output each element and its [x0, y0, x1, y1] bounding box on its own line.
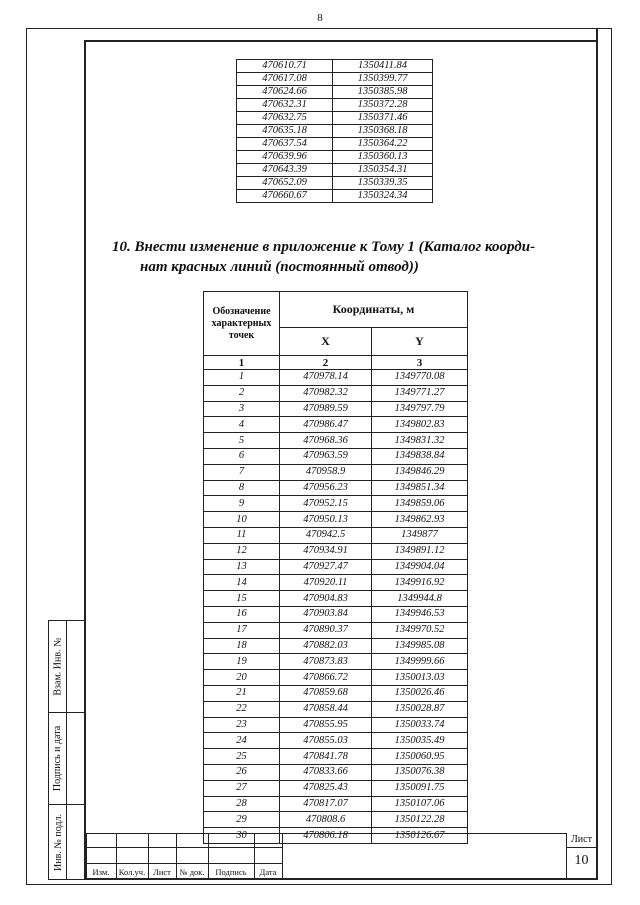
point-id: 23 — [204, 717, 280, 733]
coord-x: 470841.78 — [280, 749, 372, 765]
header-coordinates: Координаты, м — [280, 292, 468, 328]
coord-x: 470624.66 — [237, 86, 333, 99]
coord-y: 1349970.52 — [372, 622, 468, 638]
coord-y: 1350399.77 — [333, 73, 433, 86]
title-block-cell — [148, 833, 177, 848]
coord-y: 1349999.66 — [372, 654, 468, 670]
coord-y: 1349831.32 — [372, 433, 468, 449]
side-stamp-podpis — [48, 713, 84, 805]
title-block-cell — [116, 833, 149, 848]
section-heading — [112, 237, 582, 277]
header-point: Обозначение характерных точек — [204, 292, 280, 356]
coord-y: 1350107.06 — [372, 796, 468, 812]
coord-y: 1349851.34 — [372, 480, 468, 496]
table-row — [237, 151, 433, 164]
table-row — [204, 401, 468, 417]
table-row — [204, 701, 468, 717]
table-row — [204, 638, 468, 654]
table-row — [237, 112, 433, 125]
table-row — [204, 670, 468, 686]
title-block-cell — [208, 833, 255, 848]
title-block-cell — [148, 847, 177, 864]
coord-y: 1350013.03 — [372, 670, 468, 686]
table-row — [237, 99, 433, 112]
coord-x: 470956.23 — [280, 480, 372, 496]
coord-y: 1349802.83 — [372, 417, 468, 433]
coord-y: 1349985.08 — [372, 638, 468, 654]
table-row — [204, 527, 468, 543]
table-row — [204, 496, 468, 512]
table-row — [204, 812, 468, 828]
coord-y: 1349859.06 — [372, 496, 468, 512]
point-id: 17 — [204, 622, 280, 638]
title-block-cell — [208, 847, 255, 864]
coord-x: 470927.47 — [280, 559, 372, 575]
coord-y: 1349797.79 — [372, 401, 468, 417]
coord-y: 1349771.27 — [372, 385, 468, 401]
coord-y: 1349862.93 — [372, 512, 468, 528]
table-row — [237, 164, 433, 177]
point-id: 1 — [204, 370, 280, 386]
table-row — [204, 796, 468, 812]
page-number: 8 — [317, 12, 323, 24]
table-row — [204, 749, 468, 765]
coord-x: 470920.11 — [280, 575, 372, 591]
title-block-label: Изм. — [92, 867, 110, 877]
coord-x: 470978.14 — [280, 370, 372, 386]
point-id: 20 — [204, 670, 280, 686]
title-block-main — [282, 833, 567, 879]
sheet-label: Лист — [566, 834, 596, 848]
point-id: 30 — [204, 828, 280, 844]
red-lines-coordinates-table — [203, 291, 468, 844]
coord-y: 1350076.38 — [372, 764, 468, 780]
point-id: 18 — [204, 638, 280, 654]
coord-y: 1350360.13 — [333, 151, 433, 164]
table-row — [204, 543, 468, 559]
coord-y: 1350324.34 — [333, 190, 433, 203]
coord-x: 470617.08 — [237, 73, 333, 86]
coord-x: 470855.95 — [280, 717, 372, 733]
coord-y: 1350385.98 — [333, 86, 433, 99]
table-row — [204, 433, 468, 449]
coord-y: 1350411.84 — [333, 60, 433, 73]
title-block-label: Подпись — [215, 867, 247, 877]
coord-y: 1350371.46 — [333, 112, 433, 125]
title-block — [86, 833, 596, 878]
point-id: 28 — [204, 796, 280, 812]
point-id: 2 — [204, 385, 280, 401]
coord-x: 470833.66 — [280, 764, 372, 780]
coord-x: 470806.18 — [280, 828, 372, 844]
point-id: 15 — [204, 591, 280, 607]
table-row — [237, 138, 433, 151]
point-id: 12 — [204, 543, 280, 559]
coord-y: 1350060.95 — [372, 749, 468, 765]
coord-x: 470632.75 — [237, 112, 333, 125]
side-stamp-inv — [48, 805, 84, 880]
coord-x: 470855.03 — [280, 733, 372, 749]
coord-x: 470643.39 — [237, 164, 333, 177]
table-row — [204, 606, 468, 622]
coord-x: 470989.59 — [280, 401, 372, 417]
table-row — [204, 654, 468, 670]
coord-y: 1350364.22 — [333, 138, 433, 151]
frame-mark — [596, 28, 598, 42]
table-row — [204, 764, 468, 780]
point-id: 8 — [204, 480, 280, 496]
coord-x: 470873.83 — [280, 654, 372, 670]
coord-x: 470963.59 — [280, 448, 372, 464]
coord-y: 1350033.74 — [372, 717, 468, 733]
table-row — [204, 464, 468, 480]
coord-x: 470610.71 — [237, 60, 333, 73]
table-row — [204, 780, 468, 796]
table-row — [237, 73, 433, 86]
table-row — [204, 370, 468, 386]
point-id: 4 — [204, 417, 280, 433]
coord-y: 1350126.67 — [372, 828, 468, 844]
coord-x: 470982.32 — [280, 385, 372, 401]
point-id: 10 — [204, 512, 280, 528]
point-id: 24 — [204, 733, 280, 749]
table-row — [204, 559, 468, 575]
title-block-cell — [86, 847, 117, 864]
title-block-cell — [176, 833, 209, 848]
table-row — [204, 622, 468, 638]
coord-y: 1350035.49 — [372, 733, 468, 749]
coord-y: 1350028.87 — [372, 701, 468, 717]
title-block-cell — [254, 833, 283, 848]
coord-x: 470882.03 — [280, 638, 372, 654]
coord-y: 1349838.84 — [372, 448, 468, 464]
coord-x: 470635.18 — [237, 125, 333, 138]
coord-x: 470660.67 — [237, 190, 333, 203]
point-id: 26 — [204, 764, 280, 780]
side-stamp-vzam — [48, 620, 84, 713]
coord-x: 470825.43 — [280, 780, 372, 796]
coord-x: 470952.15 — [280, 496, 372, 512]
coord-x: 470859.68 — [280, 685, 372, 701]
coord-y: 1350372.28 — [333, 99, 433, 112]
coord-y: 1349944.8 — [372, 591, 468, 607]
table-row — [237, 60, 433, 73]
coord-x: 470986.47 — [280, 417, 372, 433]
table-row — [204, 512, 468, 528]
table-row — [204, 385, 468, 401]
coord-x: 470903.84 — [280, 606, 372, 622]
title-block-cell — [86, 833, 117, 848]
coord-y: 1350339.35 — [333, 177, 433, 190]
point-id: 16 — [204, 606, 280, 622]
title-block-cell — [254, 847, 283, 864]
table-row — [204, 575, 468, 591]
coord-y: 1349877 — [372, 527, 468, 543]
side-label-inv: Инв. № подл. — [52, 813, 64, 871]
point-id: 3 — [204, 401, 280, 417]
point-id: 13 — [204, 559, 280, 575]
coord-x: 470968.36 — [280, 433, 372, 449]
point-id: 9 — [204, 496, 280, 512]
point-id: 19 — [204, 654, 280, 670]
coord-y: 1350091.75 — [372, 780, 468, 796]
sheet-number: 10 — [566, 848, 596, 878]
coord-x: 470639.96 — [237, 151, 333, 164]
coord-y: 1349846.29 — [372, 464, 468, 480]
point-id: 25 — [204, 749, 280, 765]
heading-line-1: 10. Внести изменение в приложение к Тому 1 (Каталог коорди- — [112, 239, 536, 255]
coord-y: 1349904.04 — [372, 559, 468, 575]
header-y: Y — [372, 328, 468, 356]
coord-x: 470652.09 — [237, 177, 333, 190]
coord-x: 470866.72 — [280, 670, 372, 686]
coord-x: 470904.83 — [280, 591, 372, 607]
table-row — [237, 177, 433, 190]
table-row — [237, 125, 433, 138]
coord-x: 470808.6 — [280, 812, 372, 828]
column-number: 2 — [280, 356, 372, 370]
coord-x: 470950.13 — [280, 512, 372, 528]
table-row — [204, 591, 468, 607]
table-row — [204, 733, 468, 749]
title-block-label: Дата — [259, 867, 277, 877]
table-row — [204, 685, 468, 701]
coord-y: 1350122.28 — [372, 812, 468, 828]
table-row — [204, 417, 468, 433]
title-block-label: № док. — [179, 867, 205, 877]
coord-x: 470637.54 — [237, 138, 333, 151]
heading-line-2: нат красных линий (постоянный отвод)) — [140, 259, 419, 275]
coord-y: 1350354.31 — [333, 164, 433, 177]
coord-y: 1349891.12 — [372, 543, 468, 559]
coord-y: 1350368.18 — [333, 125, 433, 138]
column-number-row — [204, 356, 468, 370]
coord-y: 1349916.92 — [372, 575, 468, 591]
point-id: 14 — [204, 575, 280, 591]
coord-x: 470942.5 — [280, 527, 372, 543]
table-row — [204, 448, 468, 464]
point-id: 22 — [204, 701, 280, 717]
coord-x: 470890.37 — [280, 622, 372, 638]
point-id: 7 — [204, 464, 280, 480]
coord-x: 470817.07 — [280, 796, 372, 812]
point-id: 5 — [204, 433, 280, 449]
point-id: 21 — [204, 685, 280, 701]
title-block-label: Лист — [153, 867, 171, 877]
side-label-podpis: Подпись и дата — [52, 725, 64, 792]
coord-x: 470632.31 — [237, 99, 333, 112]
coord-y: 1349770.08 — [372, 370, 468, 386]
table-row — [204, 717, 468, 733]
title-block-label: Кол.уч. — [118, 867, 146, 877]
side-label-vzam: Взам. Инв. № — [52, 637, 64, 696]
title-block-cell — [176, 847, 209, 864]
point-id: 11 — [204, 527, 280, 543]
coord-y: 1349946.53 — [372, 606, 468, 622]
coord-x: 470858.44 — [280, 701, 372, 717]
point-id: 6 — [204, 448, 280, 464]
title-block-cell — [116, 847, 149, 864]
point-id: 29 — [204, 812, 280, 828]
point-id: 27 — [204, 780, 280, 796]
coordinates-continuation-table — [236, 59, 433, 203]
table-row — [237, 190, 433, 203]
column-number: 1 — [204, 356, 280, 370]
table-row — [237, 86, 433, 99]
coord-y: 1350026.46 — [372, 685, 468, 701]
coord-x: 470958.9 — [280, 464, 372, 480]
header-x: X — [280, 328, 372, 356]
table-row — [204, 480, 468, 496]
column-number: 3 — [372, 356, 468, 370]
coord-x: 470934.91 — [280, 543, 372, 559]
